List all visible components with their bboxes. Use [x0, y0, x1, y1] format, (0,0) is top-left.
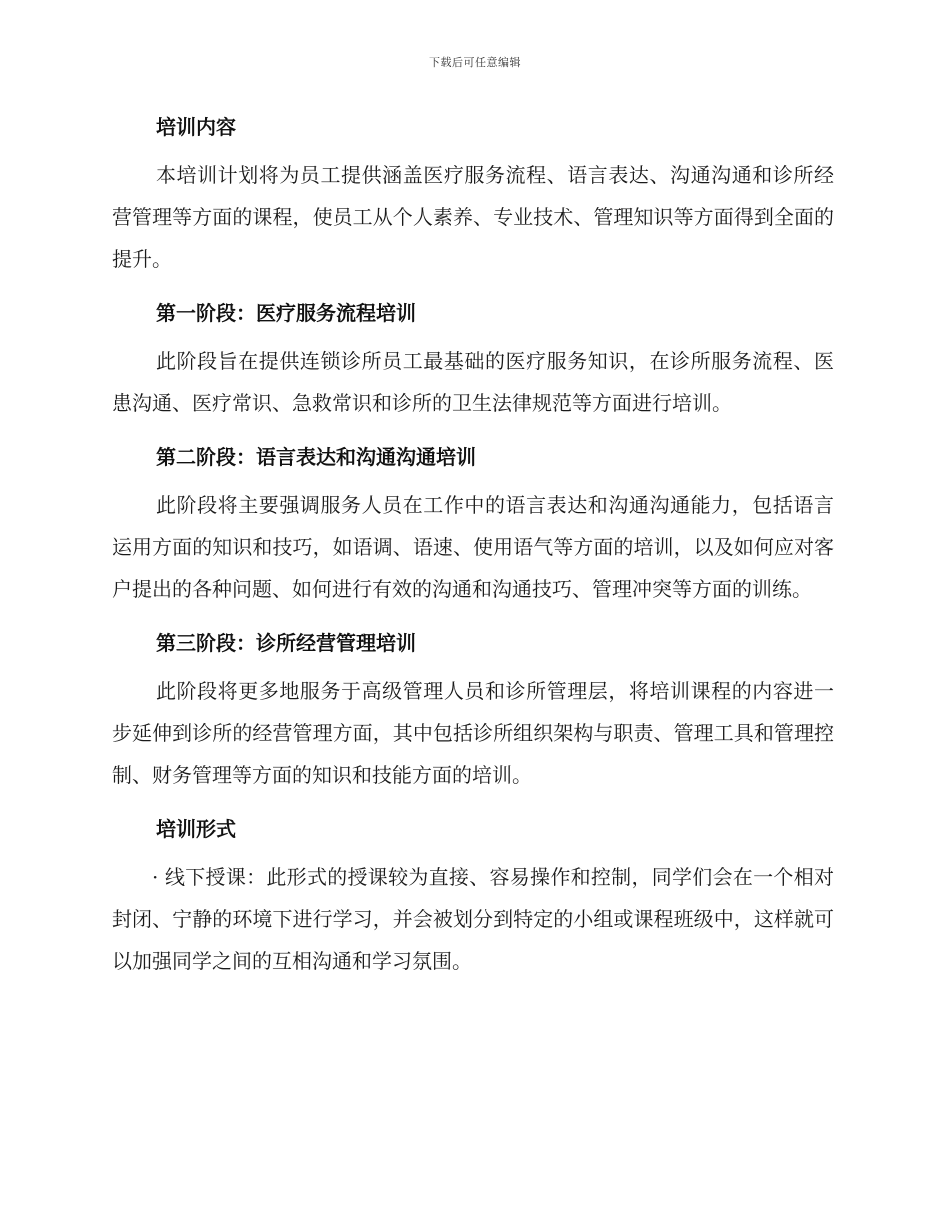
- document-body: [112, 106, 834, 994]
- section-heading-stage-one: 第一阶段：医疗服务流程培训: [156, 301, 416, 325]
- section-heading-stage-two: 第二阶段：语言表达和沟通沟通培训: [156, 445, 476, 469]
- section-paragraph-offline-lecture: · 线下授课：此形式的授课较为直接、容易操作和控制，同学们会在一个相对封闭、宁静的环境下进行学习，并会被划分到特定的小组或课程班级中，这样就可以加强同学之间的互相沟通和学习氛围。: [112, 865, 834, 973]
- section-paragraph-training-content: 本培训计划将为员工提供涵盖医疗服务流程、语言表达、沟通沟通和诊所经营管理等方面的课程，使员工从个人素养、专业技术、管理知识等方面得到全面的提升。: [112, 163, 834, 271]
- section-paragraph-stage-two: 此阶段将主要强调服务人员在工作中的语言表达和沟通沟通能力，包括语言运用方面的知识和技巧，如语调、语速、使用语气等方面的培训，以及如何应对客户提出的各种问题、如何进行有效的沟通和沟通技巧、管理冲突等方面的训练。: [112, 493, 834, 601]
- section-heading-training-format: 培训形式: [156, 817, 236, 841]
- page-header-note: 下载后可任意编辑: [429, 56, 521, 69]
- section-paragraph-stage-one: 此阶段旨在提供连锁诊所员工最基础的医疗服务知识，在诊所服务流程、医患沟通、医疗常识、急救常识和诊所的卫生法律规范等方面进行培训。: [112, 349, 834, 415]
- section-heading-training-content: 培训内容: [156, 115, 236, 139]
- section-heading-stage-three: 第三阶段：诊所经营管理培训: [156, 631, 416, 655]
- section-paragraph-stage-three: 此阶段将更多地服务于高级管理人员和诊所管理层，将培训课程的内容进一步延伸到诊所的经营管理方面，其中包括诊所组织架构与职责、管理工具和管理控制、财务管理等方面的知识和技能方面的培训。: [112, 679, 834, 787]
